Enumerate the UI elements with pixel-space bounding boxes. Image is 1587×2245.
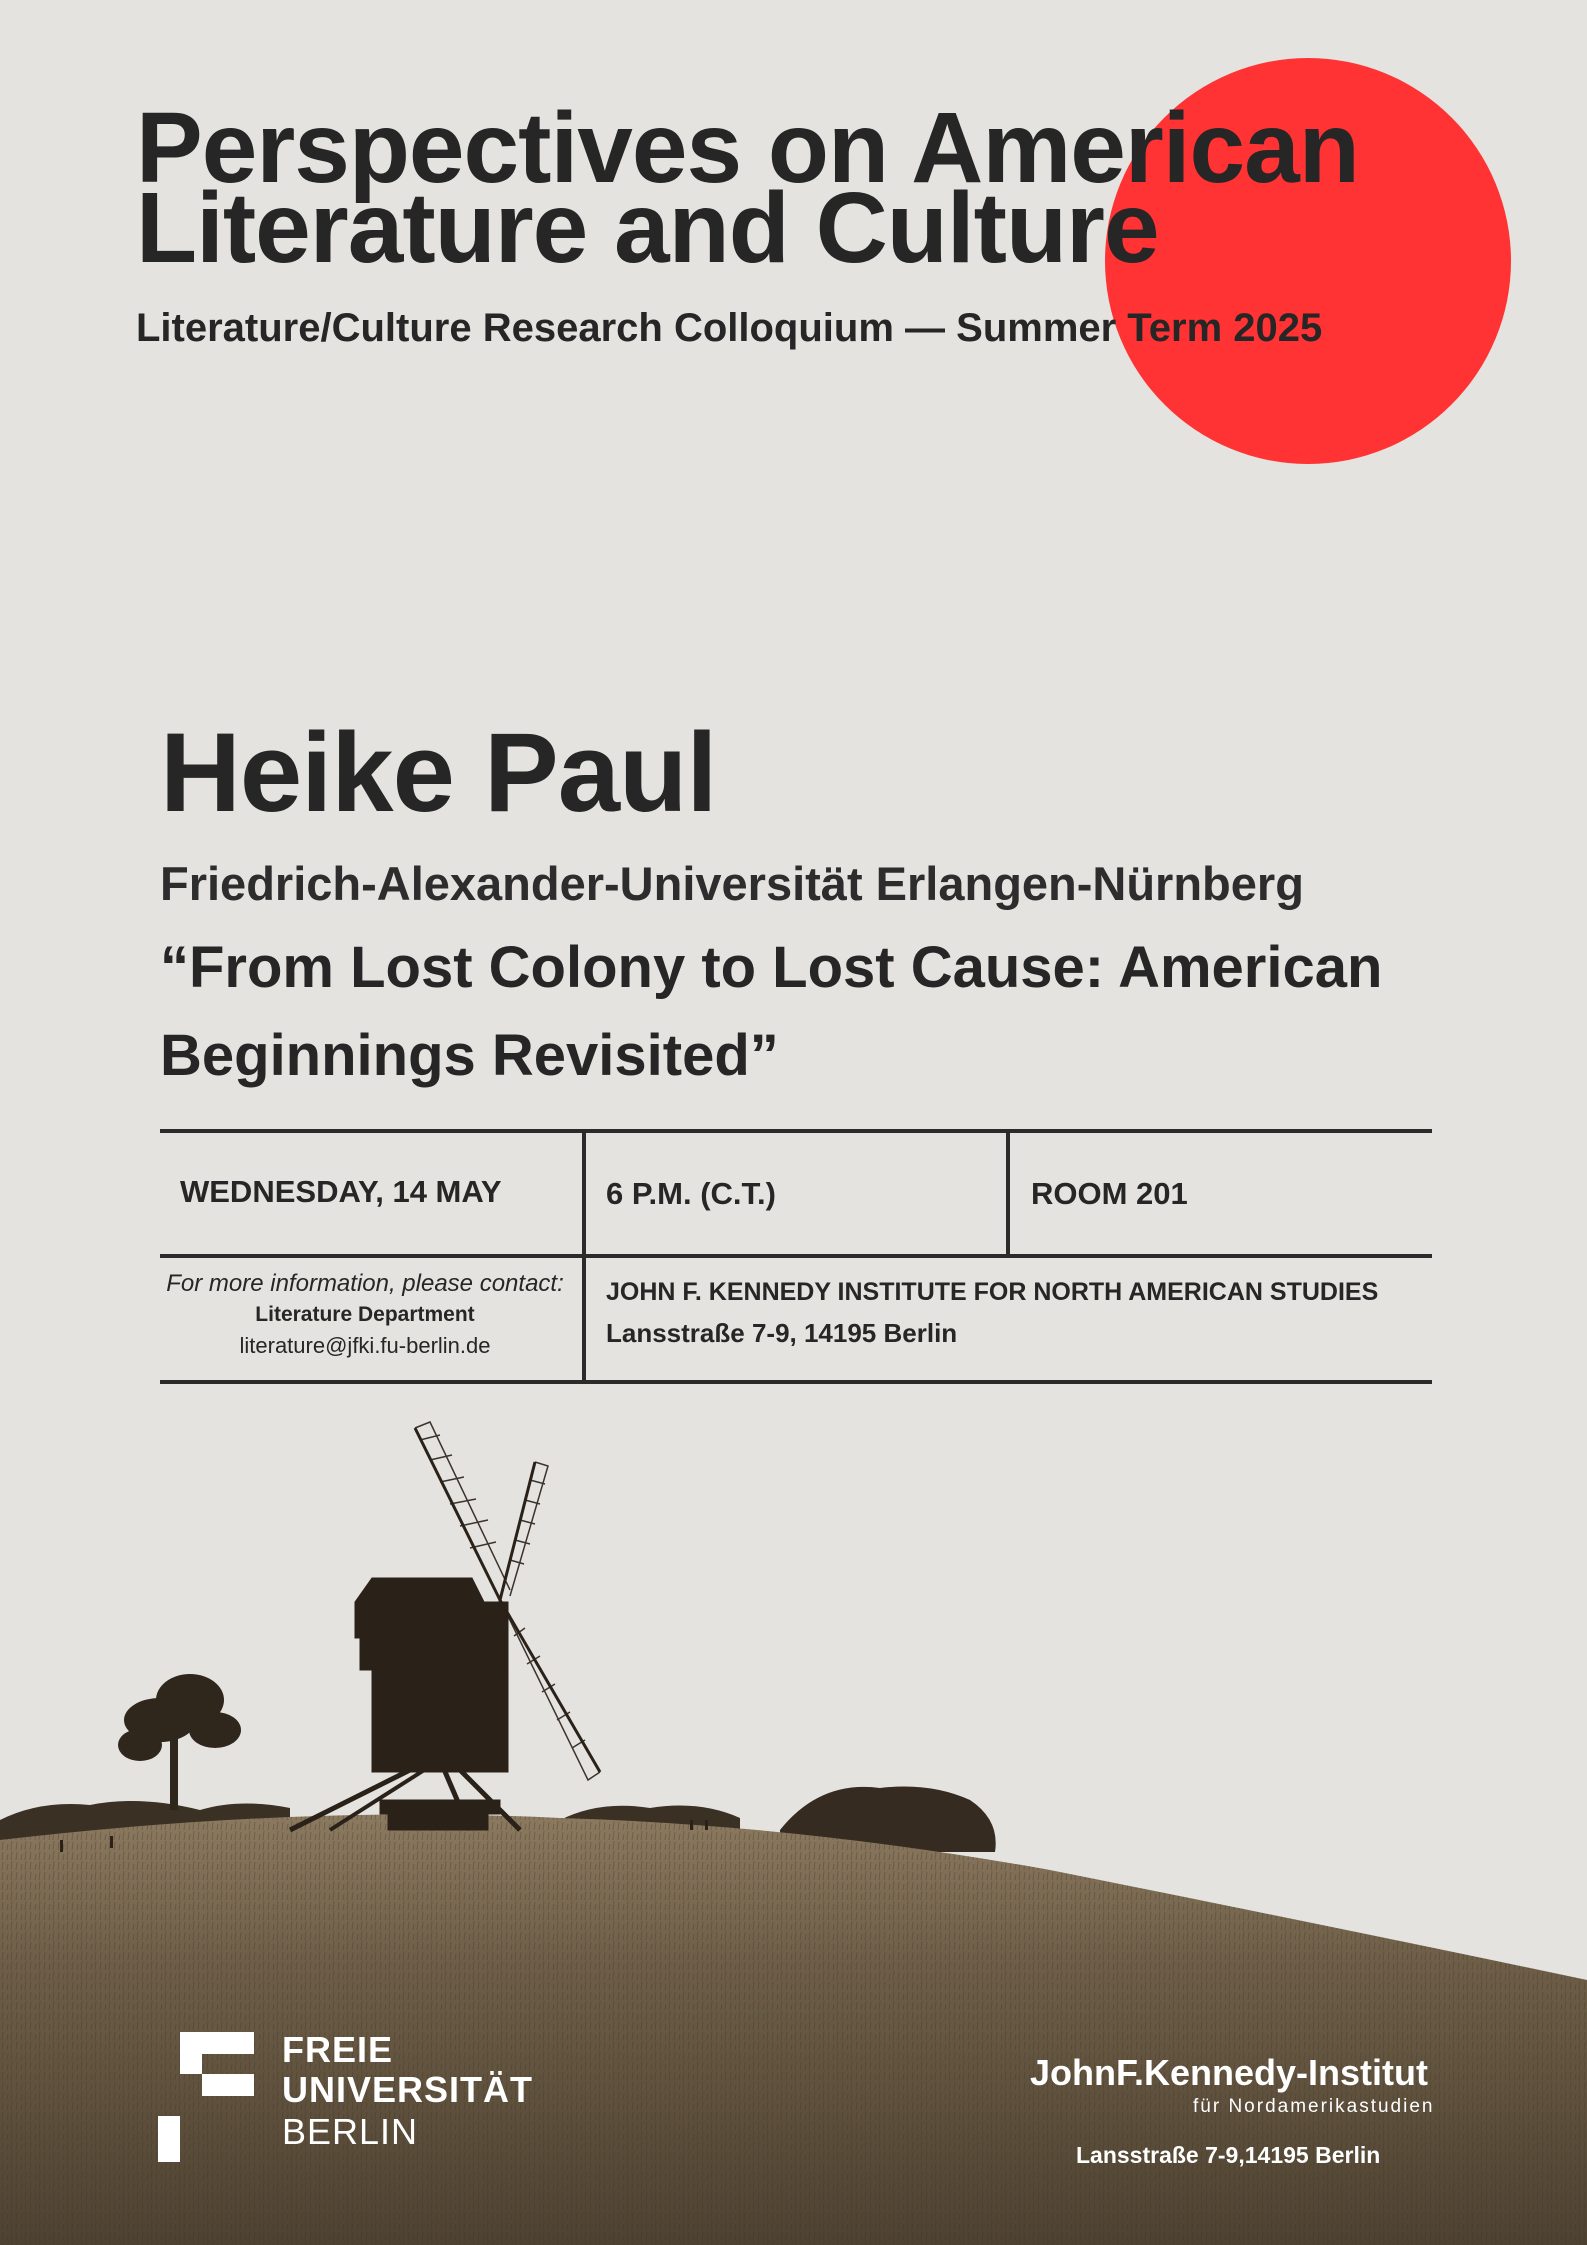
series-title	[136, 92, 1359, 284]
contact-intro: For more information, please contact:	[166, 1270, 564, 1297]
event-time: 6 P.M. (C.T.)	[606, 1176, 776, 1211]
event-room: ROOM 201	[1031, 1176, 1188, 1211]
table-bottom-rule	[160, 1380, 1432, 1384]
speaker-affiliation: Friedrich-Alexander-Universität Erlangen-Nürnberg	[160, 857, 1304, 910]
fu-berlin-logo-icon	[158, 2032, 258, 2162]
contact-info	[160, 1268, 570, 1362]
event-date: WEDNESDAY, 14 MAY	[180, 1174, 502, 1209]
speaker-name: Heike Paul	[160, 710, 717, 835]
contact-department: Literature Department	[255, 1303, 475, 1326]
table-divider-1	[582, 1131, 586, 1382]
contact-email: literature@jfki.fu-berlin.de	[239, 1333, 491, 1358]
table-top-rule	[160, 1129, 1432, 1133]
fu-line-universitat: UNIVERSITÄT	[282, 2069, 534, 2110]
series-title-line-1: Perspectives on American	[136, 92, 1359, 204]
series-title-line-2: Literature and Culture	[136, 172, 1159, 284]
jfk-institute-address: Lansstraße 7-9,14195 Berlin	[1076, 2142, 1381, 2168]
windmill	[290, 1422, 600, 1830]
jfk-institute-logo	[1030, 2052, 1435, 2117]
fu-berlin-wordmark	[282, 2030, 533, 2154]
table-middle-rule	[160, 1254, 1432, 1258]
talk-title: “From Lost Colony to Lost Cause: American Beginnings Revisited”	[160, 935, 1383, 1088]
fu-line-freie: FREIE	[282, 2029, 394, 2070]
table-divider-2	[1006, 1131, 1010, 1256]
colloquium-subtitle: Literature/Culture Research Colloquium — Summer Term 2025	[136, 306, 1323, 350]
jfk-institute-subtitle: für Nordamerikastudien	[1193, 2096, 1435, 2117]
fu-line-berlin: BERLIN	[282, 2111, 419, 2152]
tree	[118, 1674, 241, 1810]
venue-name: JOHN F. KENNEDY INSTITUTE FOR NORTH AMERICAN STUDIES	[606, 1278, 1379, 1306]
venue-address: Lansstraße 7-9, 14195 Berlin	[606, 1318, 958, 1348]
jfk-institute-name: JohnF.Kennedy-Institut	[1030, 2052, 1428, 2093]
